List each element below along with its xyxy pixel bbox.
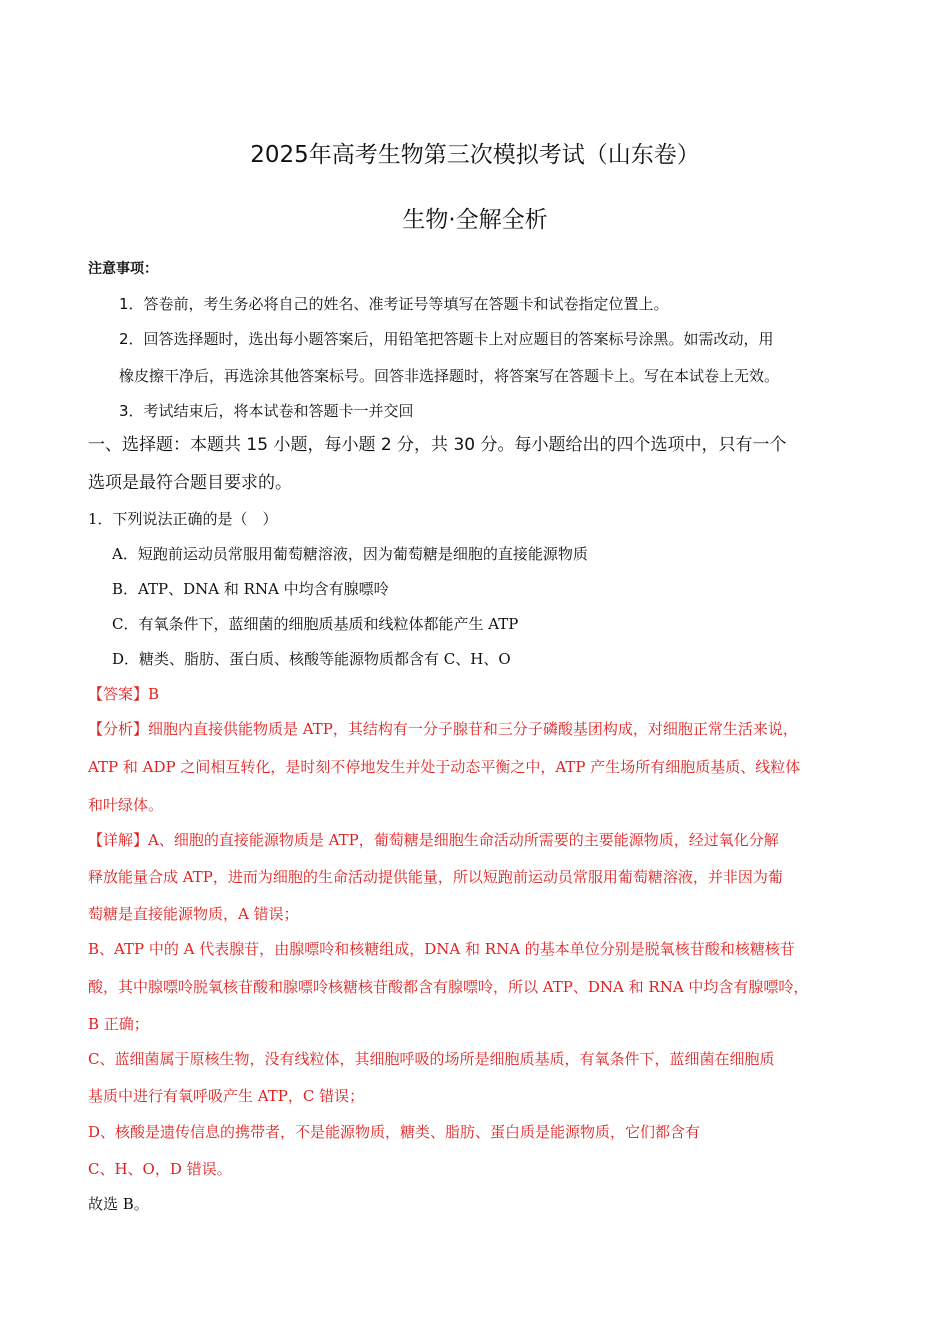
detail-line-4: B、ATP 中的 A 代表腺苷，由腺嘌呤和核糖组成，DNA 和 RNA 的基本单位分别是脱氧核苷酸和核糖核苷 [88,940,795,958]
analysis-line-1 [88,718,798,740]
detail-line-7: C、蓝细菌属于原核生物，没有线粒体，其细胞呼吸的场所是细胞质基质，有氧条件下，蓝细菌在细胞质 [88,1050,775,1068]
detail-label: 【详解】 [88,831,149,849]
option-a: A．短跑前运动员常服用葡萄糖溶液，因为葡萄糖是细胞的直接能源物质 [112,545,588,563]
page-subtitle: 生物·全解全析 [402,207,548,233]
notice-heading: 注意事项： [88,261,158,277]
answer-line [88,683,159,705]
detail-line-8: 基质中进行有氧呼吸产生 ATP，C 错误； [88,1087,365,1105]
detail-line-3: 萄糖是直接能源物质，A 错误； [88,905,299,923]
notice-item-2: 2．回答选择题时，选出每小题答案后，用铅笔把答题卡上对应题目的答案标号涂黑。如需改动，用 [119,330,774,348]
section-heading-line1: 一、选择题：本题共 15 小题，每小题 2 分，共 30 分。每小题给出的四个选项中，只有一个 [88,435,787,455]
notice-item-1: 1．答卷前，考生务必将自己的姓名、准考证号等填写在答题卡和试卷指定位置上。 [119,295,669,313]
analysis-text-1: 细胞内直接供能物质是 ATP，其结构有一分子腺苷和三分子磷酸基团构成，对细胞正常生活来说， [148,720,798,738]
detail-line-10: C、H、O，D 错误。 [88,1160,232,1178]
analysis-line-2: ATP 和 ADP 之间相互转化，是时刻不停地发生并处于动态平衡之中，ATP 产生场所有细胞质基质、线粒体 [88,758,801,776]
detail-line-5: 酸，其中腺嘌呤脱氧核苷酸和腺嘌呤核糖核苷酸都含有腺嘌呤，所以 ATP、DNA 和 RNA 中均含有腺嘌呤， [88,978,809,996]
detail-line-9: D、核酸是遗传信息的携带者，不是能源物质，糖类、脂肪、蛋白质是能源物质，它们都含有 [88,1123,701,1141]
analysis-label: 【分析】 [88,720,149,738]
detail-text-1: A、细胞的直接能源物质是 ATP，葡萄糖是细胞生命活动所需要的主要能源物质，经过氧化分解 [148,831,779,849]
conclusion: 故选 B。 [88,1195,149,1213]
analysis-line-3: 和叶绿体。 [88,796,164,814]
section-heading-line2: 选项是最符合题目要求的。 [88,473,292,493]
notice-item-3: 3．考试结束后，将本试卷和答题卡一并交回 [119,402,414,420]
detail-line-6: B 正确； [88,1015,149,1033]
option-d: D．糖类、脂肪、蛋白质、核酸等能源物质都含有 C、H、O [112,650,511,668]
answer-value: B [148,685,160,703]
answer-label: 【答案】 [88,685,149,703]
detail-line-2: 释放能量合成 ATP，进而为细胞的生命活动提供能量，所以短跑前运动员常服用葡萄糖溶液，并非因为葡 [88,868,783,886]
notice-item-2-cont: 橡皮擦干净后，再选涂其他答案标号。回答非选择题时，将答案写在答题卡上。写在本试卷上无效。 [119,367,780,385]
question-stem: 1．下列说法正确的是（ ） [88,510,278,528]
detail-line-1 [88,829,779,851]
option-b: B．ATP、DNA 和 RNA 中均含有腺嘌呤 [112,580,389,598]
page-title: 2025年高考生物第三次模拟考试（山东卷） [250,142,700,168]
option-c: C．有氧条件下，蓝细菌的细胞质基质和线粒体都能产生 ATP [112,615,519,633]
